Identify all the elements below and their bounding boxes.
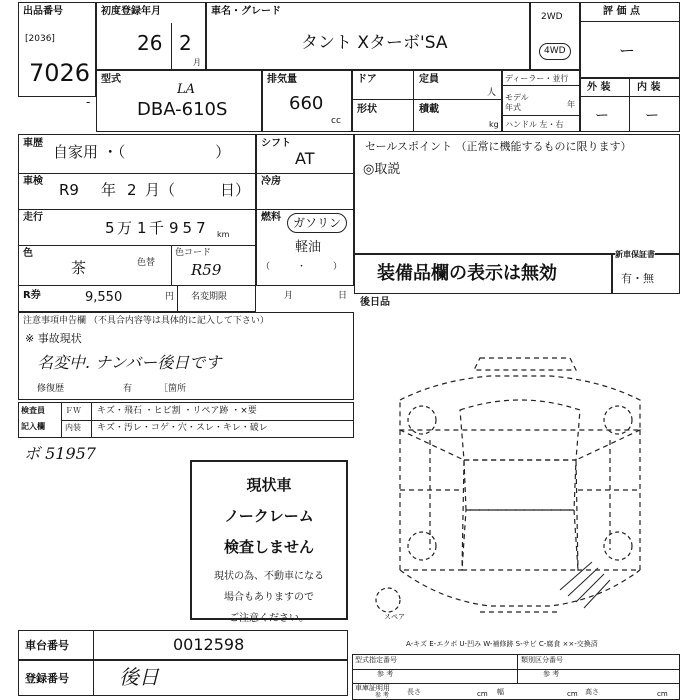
color-change-label: 色替 — [137, 258, 156, 268]
size-sub: 参 考 — [375, 692, 389, 699]
drive-box — [530, 2, 580, 70]
capacity-label: 定員 — [419, 74, 439, 85]
size-label: 車庫証明用 — [355, 684, 390, 692]
stamp-line1: 現状車 — [246, 476, 292, 494]
mileage-label: 走行 — [23, 212, 43, 223]
lot-label: 出品番号 — [23, 6, 63, 17]
lot-number: 7026 — [29, 59, 91, 87]
spare-label: スペア — [384, 613, 405, 621]
type-cert-label: 型式指定番号 — [355, 656, 397, 664]
history-column — [18, 134, 256, 312]
warranty-label: 新車保証書 — [615, 250, 655, 259]
exterior-value: ー — [595, 108, 609, 124]
stamp-line5: 場合もありますので — [224, 592, 314, 603]
fuel-gas: ガソリン — [287, 213, 347, 233]
inspector-label: 検査員 — [21, 406, 45, 415]
color-code-value: R59 — [191, 261, 222, 279]
car-name-box — [206, 2, 530, 70]
first-reg-label: 初度登録年月 — [101, 6, 161, 17]
mileage-man-unit: 万 — [117, 219, 133, 237]
fuel-paren: （ ・ ） — [261, 262, 343, 272]
year-unit: 年 — [567, 100, 575, 109]
displacement-unit: cc — [331, 116, 341, 126]
length-cm: cm — [477, 690, 488, 698]
repair-place: ［箇所 — [159, 384, 187, 394]
reg-value: 後日 — [119, 665, 159, 689]
height-label: 高さ — [585, 688, 599, 696]
grade-value: ー — [619, 41, 636, 60]
chassis-label: 車台番号 — [25, 639, 69, 652]
r-unit: 円 — [165, 292, 175, 302]
fw-label: ＦＷ — [65, 406, 81, 415]
sales-label: セールスポイント （正常に機能するものに限ります） — [365, 140, 632, 153]
mileage-sen-unit: 千 — [149, 219, 165, 237]
fw-items: キズ・飛石 ・ヒビ割 ・リペア跡 ・×要 — [97, 406, 257, 416]
reg-label: 登録番号 — [25, 672, 69, 685]
class-sub: 参 考 — [543, 670, 560, 678]
width-label: 幅 — [497, 688, 504, 696]
door-label: ドア — [357, 74, 377, 85]
notes-header: 注意事項申告欄 （不具合内容等は具体的に記入して下さい） — [23, 316, 269, 326]
repair-label: 修復歴 — [37, 384, 65, 394]
door-capacity-box — [352, 70, 502, 132]
dealer-label: ディーラー・並行 — [505, 74, 569, 83]
accident-label: ※ 事故現状 — [25, 332, 82, 345]
mileage-sen: 1 — [137, 219, 147, 237]
shift-label: シフト — [261, 138, 291, 149]
displacement-value: 660 — [289, 93, 324, 114]
lot-box — [18, 2, 96, 97]
shaken-label: 車検 — [23, 176, 43, 187]
fuel-diesel: 軽油 — [295, 240, 322, 255]
interior-value: ー — [645, 108, 659, 124]
retrofit-label: 後日品 — [360, 297, 390, 308]
lot-dash: - — [86, 95, 91, 109]
drivetrain-column — [256, 134, 354, 286]
class-label: 類別区分番号 — [521, 656, 563, 664]
color-code-label: 色コード — [175, 248, 212, 258]
mileage-unit: km — [217, 230, 230, 239]
height-cm: cm — [657, 690, 668, 698]
sales-point-box — [354, 134, 680, 254]
loadcap-unit: kg — [489, 120, 499, 129]
warranty-value: 有・無 — [621, 272, 654, 285]
shaken-month: 2 — [127, 181, 137, 199]
shaken-year-unit: 年 — [101, 181, 117, 199]
shift-value: AT — [295, 149, 315, 168]
equipment-notice: 装備品欄の表示は無効 — [377, 263, 557, 284]
ac-label: 冷房 — [261, 176, 281, 187]
displacement-label: 排気量 — [267, 74, 297, 85]
car-name-value: タント Xターボ'SA — [301, 33, 448, 53]
equipment-notice-box — [354, 254, 612, 294]
stamp-line3: 検査しません — [223, 538, 314, 556]
as-is-stamp — [190, 460, 348, 624]
name-change-label: 名変期限 — [191, 292, 228, 302]
model-year-label: モデル年式 — [505, 93, 529, 112]
color-label: 色 — [23, 248, 33, 259]
shaken-month-unit: 月（ 日） — [145, 181, 251, 199]
stamp-line2: ノークレーム — [224, 507, 314, 525]
model-label: 型式 — [101, 74, 121, 85]
name-change-day: 日 — [338, 291, 348, 301]
color-value: 茶 — [71, 259, 87, 277]
first-reg-month: 2 — [179, 31, 192, 55]
first-registration-box — [96, 2, 206, 70]
grade-box — [580, 2, 680, 78]
registration-box — [18, 660, 348, 696]
fuel-label: 燃料 — [261, 212, 281, 223]
mileage-man: 5 — [105, 219, 115, 237]
grade-label: 評 価 点 — [603, 6, 640, 17]
drive-4wd: 4WD — [539, 43, 571, 60]
inspection-box — [18, 402, 354, 438]
handwritten-note: 名変中. ナンバー後日です — [37, 353, 222, 372]
dealer-box — [502, 70, 580, 132]
chassis-box — [18, 630, 348, 660]
type-cert-sub: 参 考 — [377, 670, 394, 678]
cert-box — [352, 654, 680, 700]
repair-have: 有 — [123, 384, 133, 394]
stamp-line4: 現状の為、不動車になる — [214, 571, 324, 582]
car-name-label: 車名・グレード — [211, 6, 281, 17]
width-cm: cm — [567, 690, 578, 698]
exterior-label: 外 装 — [587, 82, 611, 93]
model-prefix: LA — [177, 82, 196, 97]
chassis-value: 0012598 — [173, 635, 245, 654]
model-value: DBA-610S — [137, 99, 228, 120]
r-value: 9,550 — [85, 290, 123, 305]
shaken-era: R9 — [59, 181, 79, 199]
damage-legend: A-キズ E-エクボ U-凹み W-補修跡 S-サビ C-腐食 ××-交換済 — [406, 640, 598, 648]
mileage-rest: 957 — [169, 219, 210, 237]
handle-label: ハンドル 左・右 — [505, 120, 564, 129]
history-value: 自家用 ・（ ） — [53, 143, 231, 161]
notes-box — [18, 312, 354, 400]
stamp-line6: ご注意ください。 — [229, 613, 309, 624]
first-reg-year: 26 — [137, 31, 163, 55]
interior-check-label: 内装 — [65, 423, 81, 432]
capacity-unit: 人 — [487, 88, 497, 98]
warranty-box — [612, 250, 680, 294]
r-label: R券 — [23, 290, 41, 301]
interior-label: 内 装 — [637, 82, 661, 93]
drive-2wd: 2WD — [541, 12, 563, 22]
loadcap-label: 積載 — [419, 104, 439, 115]
car-damage-diagram — [360, 350, 680, 630]
interior-items: キズ・汚レ・コゲ・穴・スレ・キレ・破レ — [97, 423, 268, 433]
sales-item: ◎取説 — [363, 162, 401, 177]
displacement-box — [262, 70, 352, 132]
handwritten-vin: ボ 51957 — [24, 444, 96, 463]
shape-label: 形状 — [357, 104, 377, 115]
length-label: 長さ — [407, 688, 421, 696]
month-unit: 月 — [193, 58, 201, 67]
model-box — [96, 70, 262, 132]
lot-code: [2036] — [25, 34, 55, 44]
history-label: 車歴 — [23, 138, 43, 149]
ext-int-box — [580, 78, 680, 132]
recorder-label: 記入欄 — [21, 422, 45, 431]
name-change-month: 月 — [284, 291, 294, 301]
